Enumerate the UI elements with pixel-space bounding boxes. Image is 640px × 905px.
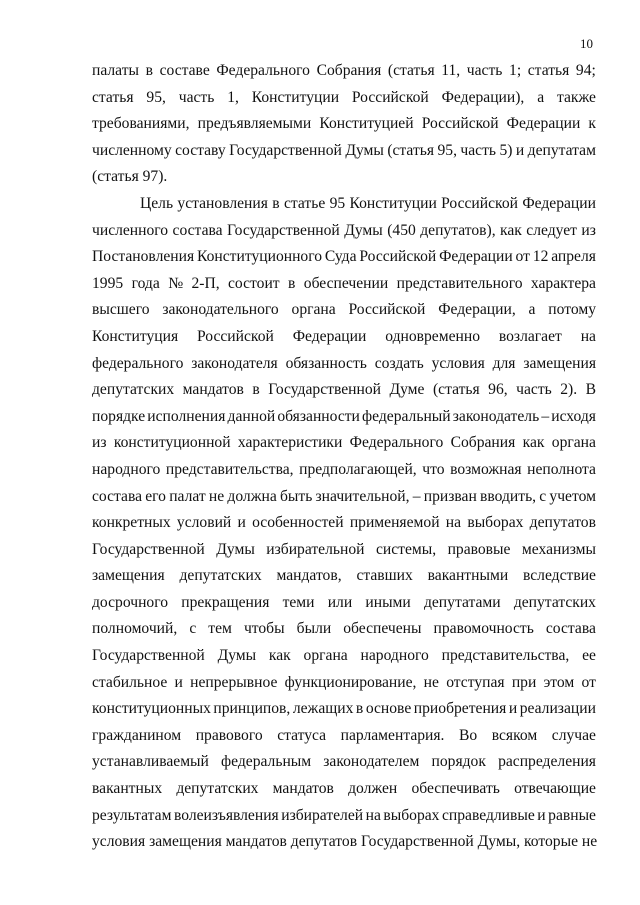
paragraph-2-line xyxy=(92,430,596,457)
word: депутатов xyxy=(529,514,596,532)
word: органа xyxy=(291,301,336,319)
word: на xyxy=(445,514,462,532)
word: или xyxy=(327,593,353,611)
word: численного xyxy=(92,221,169,239)
word: тем xyxy=(208,620,232,638)
word: отвечающие xyxy=(514,780,596,798)
word: должна xyxy=(227,487,277,505)
body-text xyxy=(92,58,596,856)
word: Государственной xyxy=(92,647,205,665)
word: законодателем xyxy=(323,753,420,771)
word: с xyxy=(189,620,197,638)
word: не xyxy=(208,487,225,505)
word: конституционных xyxy=(92,700,211,718)
word: мандатов, xyxy=(276,567,342,585)
word: года xyxy=(131,274,160,292)
word: также xyxy=(556,88,596,106)
word: вследствие xyxy=(522,567,596,585)
word: при xyxy=(511,673,537,691)
word: составе xyxy=(159,62,210,79)
word: Конституции xyxy=(349,194,437,212)
paragraph-2-line xyxy=(92,484,596,511)
word: апреля xyxy=(551,248,596,266)
paragraph-2-line xyxy=(92,324,596,351)
word: на xyxy=(580,327,596,345)
word: депутатами xyxy=(423,593,501,611)
word: гражданином xyxy=(92,726,182,744)
word: статья xyxy=(92,88,134,106)
word: правовые xyxy=(447,540,511,558)
word: 2). xyxy=(560,381,578,399)
word: порядок xyxy=(431,753,486,771)
word: 2-П, xyxy=(191,274,220,292)
word: 95, xyxy=(437,141,457,159)
word: (статья xyxy=(432,381,480,399)
paragraph-2-line xyxy=(92,191,596,218)
word: 95, xyxy=(146,88,166,106)
paragraph-2-line xyxy=(92,670,596,697)
word: приобретения xyxy=(413,700,507,718)
word: часть xyxy=(460,141,497,159)
word: мандатов xyxy=(272,780,334,798)
word: Суда xyxy=(324,248,357,266)
word: вакантных xyxy=(92,780,163,798)
paragraph-2-line xyxy=(92,297,596,324)
word: как xyxy=(522,434,545,452)
paragraph-1-line xyxy=(92,138,596,165)
word: обязанности xyxy=(277,407,360,425)
word: и xyxy=(508,700,518,718)
word: вакантными xyxy=(427,567,509,585)
word: чтобы xyxy=(243,620,285,638)
word: в xyxy=(355,700,364,718)
paragraph-2-line xyxy=(92,351,596,378)
word: на xyxy=(365,806,381,824)
word: и xyxy=(515,141,525,159)
word: Думы xyxy=(216,540,255,558)
word: высшего xyxy=(92,301,150,319)
word: депутатов), xyxy=(420,221,496,239)
word: Российской xyxy=(421,115,499,133)
word: законодателя xyxy=(191,354,278,372)
paragraph-2-line xyxy=(92,643,596,670)
word: избирательной xyxy=(266,540,365,558)
word: характеристики xyxy=(237,434,343,452)
word: Конституции xyxy=(251,88,340,106)
word: функционирование, xyxy=(284,673,417,691)
word: результатам xyxy=(92,806,172,824)
word: и xyxy=(237,514,246,532)
word: основе xyxy=(365,700,412,718)
word: порядке xyxy=(92,407,146,425)
word: к xyxy=(588,115,596,133)
word: депутатских xyxy=(513,593,596,611)
word: 11, xyxy=(441,62,461,79)
word: Собрания xyxy=(450,434,516,452)
word: федерального xyxy=(92,354,184,372)
word: Думе xyxy=(389,381,425,399)
word: не xyxy=(423,673,439,691)
word: Федерации), xyxy=(441,88,525,106)
word: замещения xyxy=(523,354,596,372)
word: 5) xyxy=(499,141,513,159)
word: справедливые xyxy=(441,806,535,824)
word: условий xyxy=(176,514,232,532)
word: как xyxy=(268,647,291,665)
word: Государственной xyxy=(229,141,342,159)
paragraph-1-line xyxy=(92,85,596,112)
word: Федерации xyxy=(522,194,596,212)
word: органа xyxy=(303,647,348,665)
word: предполагающей, xyxy=(299,460,417,478)
word: Российской xyxy=(359,248,437,266)
word: статуса xyxy=(277,726,327,744)
word: часть xyxy=(178,88,215,106)
paragraph-2-line xyxy=(92,776,596,803)
line-text: (статья 97). xyxy=(92,168,168,186)
word: применяемой xyxy=(349,514,440,532)
word: 12 xyxy=(532,248,549,266)
word: Думы xyxy=(345,141,384,159)
word: реализации xyxy=(519,700,596,718)
word: мандатов xyxy=(182,381,244,399)
word: 94; xyxy=(575,62,596,79)
word: призван xyxy=(423,487,477,505)
word: 1; xyxy=(509,62,522,79)
word: замещения xyxy=(92,567,165,585)
word: Федерации xyxy=(292,327,367,345)
paragraph-2-line xyxy=(92,218,596,245)
word: Во xyxy=(459,726,478,744)
word: состоит xyxy=(228,274,280,292)
word: конкретных xyxy=(92,514,171,532)
word: состава xyxy=(545,620,596,638)
word: правового xyxy=(195,726,263,744)
paragraph-2-line xyxy=(92,803,596,830)
word: Федерального xyxy=(216,62,310,79)
word: Российской xyxy=(351,88,429,106)
word: из xyxy=(581,221,596,239)
word: 1995 xyxy=(92,274,124,292)
word: установления xyxy=(177,194,268,212)
word: как xyxy=(500,221,522,239)
word: представительства, xyxy=(441,647,570,665)
line-text: условия замещения мандатов депутатов Государственной Думы, которые не xyxy=(92,833,598,851)
word: – xyxy=(412,487,421,505)
word: численному xyxy=(92,141,172,159)
word: в xyxy=(145,62,153,79)
word: часть xyxy=(466,62,503,79)
word: правомочность xyxy=(433,620,534,638)
word: № xyxy=(168,274,184,292)
word: от xyxy=(515,248,530,266)
paragraph-1-line xyxy=(92,164,596,191)
word: составу xyxy=(175,141,226,159)
word: учетом xyxy=(549,487,596,505)
word: статье xyxy=(283,194,326,212)
paragraph-1-line xyxy=(92,58,596,85)
word: в xyxy=(252,381,260,399)
word: обеспечены xyxy=(343,620,422,638)
word: быть xyxy=(279,487,313,505)
word: часть xyxy=(516,381,552,399)
word: устанавливаемый xyxy=(92,753,209,771)
word: из xyxy=(92,434,107,452)
word: 96, xyxy=(488,381,508,399)
word: и xyxy=(174,673,183,691)
word: механизмы xyxy=(521,540,596,558)
word: – xyxy=(541,407,550,425)
word: а xyxy=(528,301,536,319)
word: Федерации, xyxy=(438,301,516,319)
paragraph-2-line xyxy=(92,590,596,617)
word: Государственной xyxy=(92,540,205,558)
word: Российской xyxy=(441,194,518,212)
word: должен xyxy=(348,780,398,798)
word: данной xyxy=(227,407,276,425)
word: законодатель xyxy=(452,407,540,425)
paragraph-2-line xyxy=(92,563,596,590)
word: создать xyxy=(374,354,424,372)
word: Конституционного xyxy=(197,248,323,266)
word: состава xyxy=(92,487,143,505)
word: представительства, xyxy=(165,460,294,478)
word: органа xyxy=(551,434,596,452)
word: полномочий, xyxy=(92,620,178,638)
word: равные xyxy=(548,806,596,824)
paragraph-2-line xyxy=(92,271,596,298)
word: палат xyxy=(169,487,206,505)
word: условия xyxy=(431,354,485,372)
word: законодательного xyxy=(162,301,279,319)
word: состава xyxy=(172,221,223,239)
word: в xyxy=(272,194,280,212)
word: возможная xyxy=(450,460,522,478)
word: отступая xyxy=(446,673,505,691)
word: выборах xyxy=(467,514,524,532)
word: были xyxy=(296,620,332,638)
word: обеспечении xyxy=(303,274,389,292)
word: (450 xyxy=(387,221,416,239)
paragraph-2-line xyxy=(92,377,596,404)
paragraph-2-line xyxy=(92,696,596,723)
word: Конституция xyxy=(92,327,179,345)
paragraph-2-line xyxy=(92,457,596,484)
word: особенностей xyxy=(252,514,344,532)
word: Российской xyxy=(196,327,274,345)
word: Думы xyxy=(344,221,383,239)
word: требованиями, xyxy=(92,115,190,133)
word: Конституцией xyxy=(319,115,414,133)
word: Федерации xyxy=(439,248,513,266)
word: неполнота xyxy=(527,460,596,478)
word: федеральным xyxy=(221,753,312,771)
word: непрерывное xyxy=(190,673,278,691)
word: характера xyxy=(530,274,596,292)
word: ее xyxy=(582,647,596,665)
word: обязанность xyxy=(285,354,367,372)
word: статья xyxy=(527,62,570,79)
word: (статья xyxy=(387,62,435,79)
word: 95 xyxy=(329,194,346,212)
word: что xyxy=(422,460,445,478)
word: возлагает xyxy=(498,327,562,345)
word: от xyxy=(581,673,596,691)
word: ставших xyxy=(356,567,413,585)
word: депутатских xyxy=(179,567,262,585)
page-number: 10 xyxy=(580,36,593,51)
word: выборах xyxy=(383,806,440,824)
word: вводить, xyxy=(480,487,537,505)
word: Цель xyxy=(140,194,174,212)
paragraph-2-line xyxy=(92,537,596,564)
word: стабильное xyxy=(92,673,168,691)
paragraph-2-line xyxy=(92,510,596,537)
word: одновременно xyxy=(385,327,480,345)
word: Государственной xyxy=(227,221,340,239)
word: лежащих xyxy=(292,700,354,718)
paragraph-2-line xyxy=(92,723,596,750)
word: всяком xyxy=(491,726,538,744)
word: Собрания xyxy=(316,62,382,79)
paragraph-1-line xyxy=(92,111,596,138)
word: с xyxy=(539,487,547,505)
word: потому xyxy=(548,301,596,319)
word: конституционной xyxy=(113,434,231,452)
paragraph-2-line xyxy=(92,244,596,271)
word: депутатских xyxy=(92,381,175,399)
paragraph-2-line xyxy=(92,404,596,431)
paragraph-2-line xyxy=(92,616,596,643)
word: а xyxy=(537,88,545,106)
word: депутатских xyxy=(176,780,259,798)
word: досрочного xyxy=(92,593,169,611)
word: Государственной xyxy=(268,381,381,399)
word: иными xyxy=(365,593,411,611)
word: принципов, xyxy=(213,700,291,718)
word: представительного xyxy=(396,274,523,292)
word: теми xyxy=(282,593,315,611)
word: для xyxy=(492,354,516,372)
word: исполнения xyxy=(147,407,226,425)
word: В xyxy=(585,381,596,399)
word: его xyxy=(145,487,166,505)
word: палаты xyxy=(92,62,139,79)
word: федеральный xyxy=(362,407,451,425)
paragraph-2-line xyxy=(92,829,596,856)
word: Постановления xyxy=(92,248,195,266)
word: 1, xyxy=(227,88,239,106)
word: волеизъявления xyxy=(173,806,279,824)
word: и xyxy=(537,806,546,824)
word: в xyxy=(288,274,296,292)
word: Российской xyxy=(348,301,426,319)
word: прекращения xyxy=(181,593,270,611)
word: значительной, xyxy=(315,487,410,505)
word: обеспечивать xyxy=(411,780,500,798)
word: случае xyxy=(551,726,596,744)
word: избирателей xyxy=(281,806,364,824)
word: Думы xyxy=(217,647,257,665)
word: следует xyxy=(526,221,577,239)
word: народного xyxy=(92,460,161,478)
word: парламентария. xyxy=(340,726,445,744)
word: Федерального xyxy=(349,434,444,452)
paragraph-2-line xyxy=(92,749,596,776)
word: (статья xyxy=(387,141,435,159)
word: народного xyxy=(360,647,429,665)
word: распределения xyxy=(498,753,596,771)
word: депутатам xyxy=(527,141,596,159)
word: предъявляемыми xyxy=(197,115,312,133)
word: исходя xyxy=(551,407,596,425)
word: Федерации xyxy=(506,115,581,133)
word: этом xyxy=(543,673,575,691)
word: системы, xyxy=(375,540,437,558)
